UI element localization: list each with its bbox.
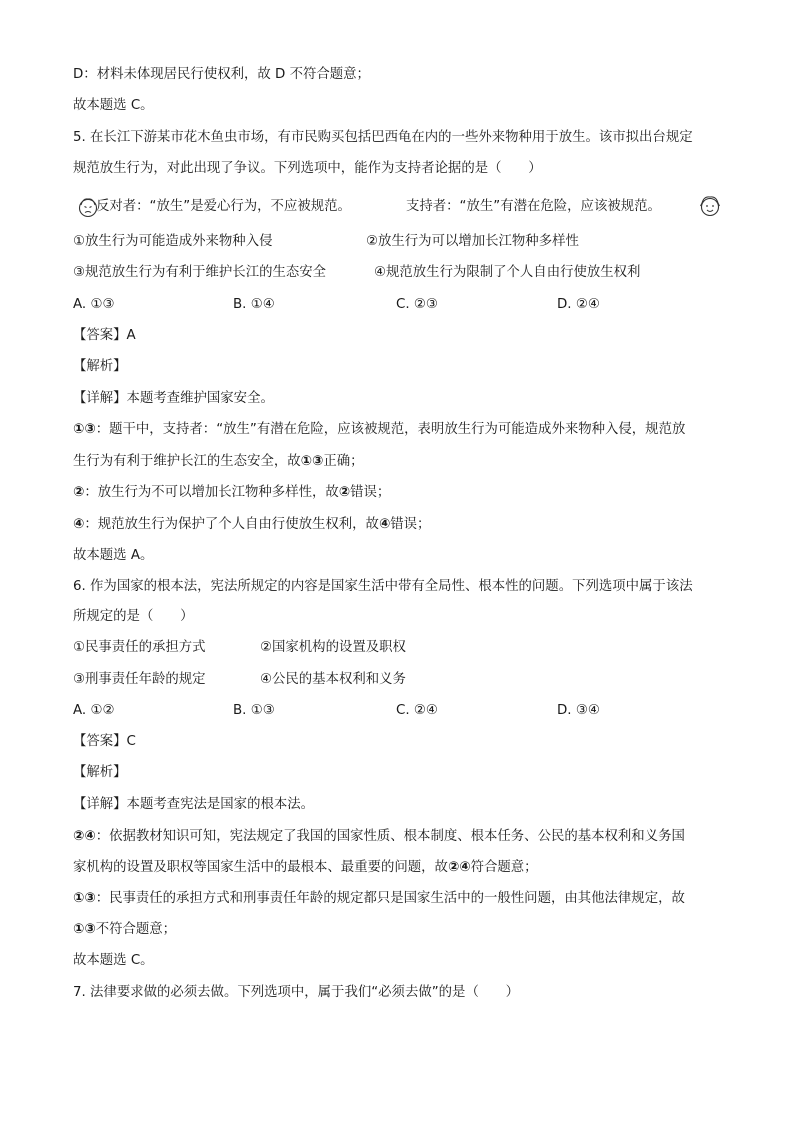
prev-conclusion: 故本题选 C。 (73, 98, 154, 113)
q6-exp2-end: 不符合题意； (95, 922, 177, 937)
q5-exp1-lead: ①③ (73, 422, 96, 437)
q6-explanation-1-line2 (73, 859, 538, 877)
q5-option-4: ④规范放生行为限制了个人自由行使放生权利 (374, 265, 641, 280)
q5-exp3-text: ：规范放生行为保护了个人自由行使放生权利，故 (84, 517, 379, 532)
q6-exp2-text: ：民事责任的承担方式和刑事责任年龄的规定都只是国家生活中的一般性问题，由其他法律规定，故 (95, 891, 685, 906)
q5-exp1-end: 正确； (323, 454, 364, 469)
q6-conclusion: 故本题选 C。 (73, 953, 154, 968)
q5-exp2-text: ：放生行为不可以增加长江物种多样性，故 (84, 485, 339, 500)
q5-choice-a: A. ①③ (73, 297, 115, 312)
q6-exp2-mark: ①③ (73, 922, 96, 937)
q6-detail: 【详解】本题考查宪法是国家的根本法。 (73, 797, 315, 812)
q6-exp1-end: 符合题意； (470, 860, 538, 875)
q5-exp1-text: ：题干中，支持者：“放生”有潜在危险，应该被规范，表明放生行为可能造成外来物种入侵，规范放 (95, 422, 686, 437)
q5-explanation-1-line1 (73, 421, 685, 439)
q5-exp3-end: 错误； (390, 517, 431, 532)
q5-exp1-text2: 生行为有利于维护长江的生态安全，故 (73, 454, 301, 469)
q5-option-1: ①放生行为可能造成外来物种入侵 (73, 234, 273, 249)
q6-choice-a: A. ①② (73, 703, 115, 718)
q6-exp1-lead: ②④ (73, 829, 96, 844)
q6-exp1-text: ：依据教材知识可知，宪法规定了我国的国家性质、根本制度、根本任务、公民的基本权利和义务国 (95, 829, 685, 844)
q6-exp1-text2: 家机构的设置及职权等国家生活中的最根本、最重要的问题，故 (73, 860, 448, 875)
supporter-face-icon (699, 195, 721, 217)
q6-choice-d: D. ③④ (557, 703, 600, 718)
q5-exp2-end: 错误； (350, 485, 391, 500)
q6-exp1-mark: ②④ (447, 860, 471, 875)
q5-explanation-2 (73, 484, 390, 502)
q5-analysis-heading: 【解析】 (73, 359, 127, 374)
q6-choice-b: B. ①③ (233, 703, 275, 718)
q5-exp3-lead: ④ (73, 517, 85, 532)
q6-explanation-2-line2 (73, 921, 176, 939)
q6-analysis-heading: 【解析】 (73, 765, 127, 780)
q5-exp3-mark: ④ (378, 517, 391, 532)
q5-answer: 【答案】A (73, 328, 136, 343)
q6-stem-line2: 所规定的是（ ） (73, 609, 194, 624)
q6-choice-c: C. ②④ (396, 703, 438, 718)
q5-choice-d: D. ②④ (557, 297, 600, 312)
q5-explanation-1-line2 (73, 453, 364, 471)
q5-stem-line1: 5. 在长江下游某市花木鱼虫市场，有市民购买包括巴西龟在内的一些外来物种用于放生。该市拟出台规定 (73, 130, 693, 145)
q5-option-2: ②放生行为可以增加长江物种多样性 (366, 234, 579, 249)
q6-explanation-2-line1 (73, 890, 685, 908)
q7-stem: 7. 法律要求做的必须去做。下列选项中，属于我们“必须去做”的是（ ） (73, 985, 520, 1000)
q5-exp2-mark: ② (338, 485, 351, 500)
q5-exp1-mark: ①③ (300, 454, 324, 469)
q5-explanation-3 (73, 516, 430, 534)
q6-option-2: ②国家机构的设置及职权 (260, 640, 406, 655)
prev-option-d-explanation: D：材料未体现居民行使权利，故 D 不符合题意； (73, 67, 370, 82)
q5-conclusion: 故本题选 A。 (73, 548, 154, 563)
q5-choice-c: C. ②③ (396, 297, 438, 312)
q5-choice-b: B. ①④ (233, 297, 275, 312)
q6-stem-line1: 6. 作为国家的根本法，宪法所规定的内容是国家生活中带有全局性、根本性的问题。下列选项中属于该法 (73, 579, 693, 594)
q5-option-3: ③规范放生行为有利于维护长江的生态安全 (73, 265, 327, 280)
q5-exp2-lead: ② (73, 485, 85, 500)
q5-detail: 【详解】本题考查维护国家安全。 (73, 391, 274, 406)
q5-opponent-statement: 反对者：“放生”是爱心行为，不应被规范。 (96, 199, 351, 214)
q6-answer: 【答案】C (73, 734, 136, 749)
q6-exp2-lead: ①③ (73, 891, 96, 906)
q6-option-4: ④公民的基本权利和义务 (260, 672, 406, 687)
q6-option-3: ③刑事责任年龄的规定 (73, 672, 206, 687)
q6-explanation-1-line1 (73, 828, 685, 846)
q5-supporter-statement: 支持者：“放生”有潜在危险，应该被规范。 (406, 199, 661, 214)
q6-option-1: ①民事责任的承担方式 (73, 640, 206, 655)
q5-stem-line2: 规范放生行为，对此出现了争议。下列选项中，能作为支持者论据的是（ ） (73, 161, 542, 176)
